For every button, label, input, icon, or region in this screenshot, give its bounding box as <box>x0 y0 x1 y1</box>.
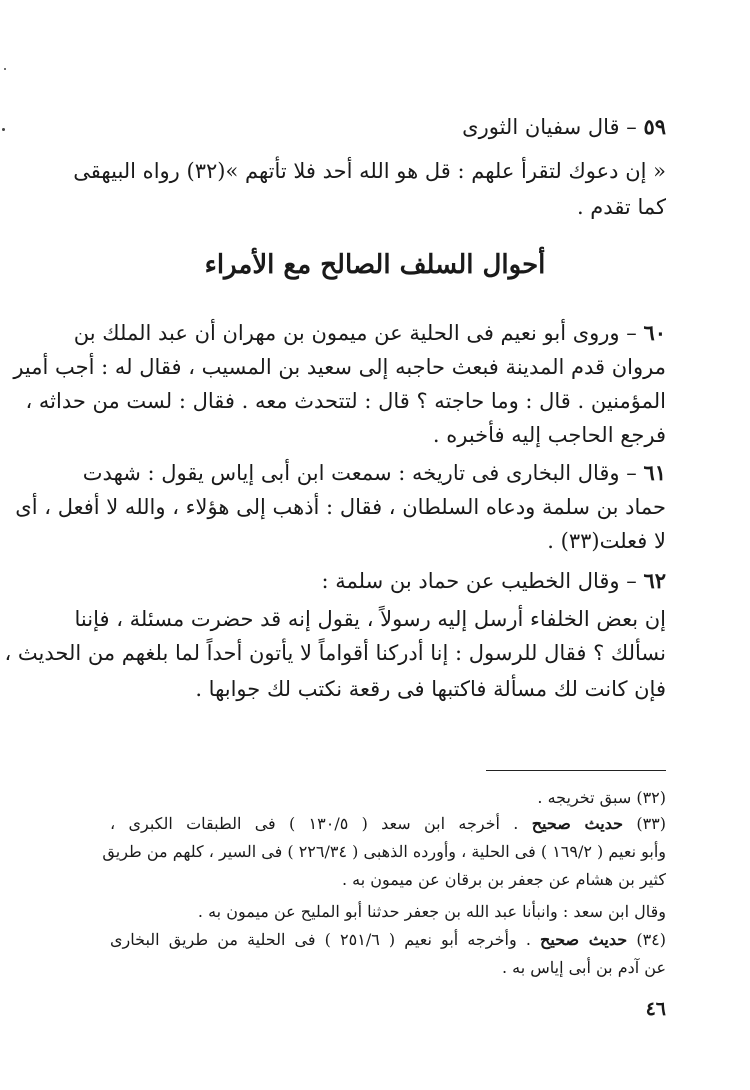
entry-number: ٦٠ <box>643 320 666 345</box>
footnote-34-line-2: عن آدم بن أبى إياس به . <box>501 958 666 977</box>
entry-heading-text: – قال سفيان الثورى <box>462 115 637 139</box>
footnote-label: (٣٤) <box>636 930 666 949</box>
footnote-separator <box>486 770 666 771</box>
footnote-text: . وأخرجه أبو نعيم ( ٢٥١/٦ ) فى الحلية من طريق البخارى <box>110 930 531 949</box>
entry-61-line-3: لا فعلت(٣٣) . <box>547 529 666 553</box>
entry-60-line-2: مروان قدم المدينة فبعث حاجبه إلى سعيد بن المسيب ، فقال له : أجب أمير <box>13 355 666 379</box>
footnote-label: (٣٣) <box>636 814 667 833</box>
entry-61-line-1 <box>82 458 666 488</box>
scan-speck <box>4 68 6 70</box>
entry-62-line-1: إن بعض الخلفاء أرسل إليه رسولاً ، يقول إنه قد حضرت مسئلة ، فإننا <box>74 607 666 631</box>
footnote-33-line-1 <box>110 812 666 836</box>
entry-text: – وقال البخارى فى تاريخه : سمعت ابن أبى إياس يقول : شهدت <box>82 461 637 485</box>
entry-59-line-2: كما تقدم . <box>576 195 666 219</box>
section-title: أحوال السلف الصالح مع الأمراء <box>204 250 546 280</box>
entry-60-line-3: المؤمنين . قال : وما حاجته ؟ قال : لتتحدث معه . فقال : لست من حداثه ، <box>25 389 666 413</box>
entry-text: – وروى أبو نعيم فى الحلية عن ميمون بن مهران أن عبد الملك بن <box>73 321 637 345</box>
entry-60-line-1 <box>73 318 666 348</box>
entry-heading-text: – وقال الخطيب عن حماد بن سلمة : <box>321 569 637 593</box>
hadith-grade: حديث صحيح <box>531 814 624 833</box>
entry-59-heading <box>462 112 666 142</box>
entry-62-heading <box>321 566 666 596</box>
entry-60-line-4: فرجع الحاجب إليه فأخبره . <box>432 423 666 447</box>
entry-62-line-2: نسألك ؟ فقال للرسول : إنا أدركنا أقواماً لا يأتون أحداً لما بلغهم من الحديث ، <box>4 641 666 665</box>
footnote-32: (٣٢) سبق تخريجه . <box>537 788 666 807</box>
footnote-33-line-3: كثير بن هشام عن جعفر بن برقان عن ميمون به . <box>341 870 666 889</box>
scan-speck <box>2 128 5 131</box>
footnote-33-line-2: وأبو نعيم ( ١٦٩/٢ ) فى الحلية ، وأورده الذهبى ( ٢٢٦/٣٤ ) فى السير ، كلهم من طريق <box>102 842 666 861</box>
page-number: ٤٦ <box>645 998 666 1020</box>
entry-59-line-1: « إن دعوك لتقرأ علهم : قل هو الله أحد فلا تأتهم »(٣٢) رواه البيهقى <box>73 159 666 183</box>
entry-number: ٥٩ <box>643 114 666 139</box>
footnote-text: . أخرجه ابن سعد ( ١٣٠/٥ ) فى الطبقات الكبرى ، <box>110 814 519 833</box>
footnote-34-line-1 <box>110 928 666 952</box>
entry-61-line-2: حماد بن سلمة ودعاه السلطان ، فقال : أذهب إلى هؤلاء ، والله لا أفعل ، أى <box>15 495 666 519</box>
entry-number: ٦١ <box>643 460 666 485</box>
footnote-33-line-4: وقال ابن سعد : وانبأنا عبد الله بن جعفر حدثنا أبو المليح عن ميمون به . <box>197 902 666 921</box>
entry-number: ٦٢ <box>643 568 666 593</box>
entry-62-line-3: فإن كانت لك مسألة فاكتبها فى رقعة نكتب لك جوابها . <box>195 677 666 701</box>
hadith-grade: حديث صحيح <box>540 930 628 949</box>
